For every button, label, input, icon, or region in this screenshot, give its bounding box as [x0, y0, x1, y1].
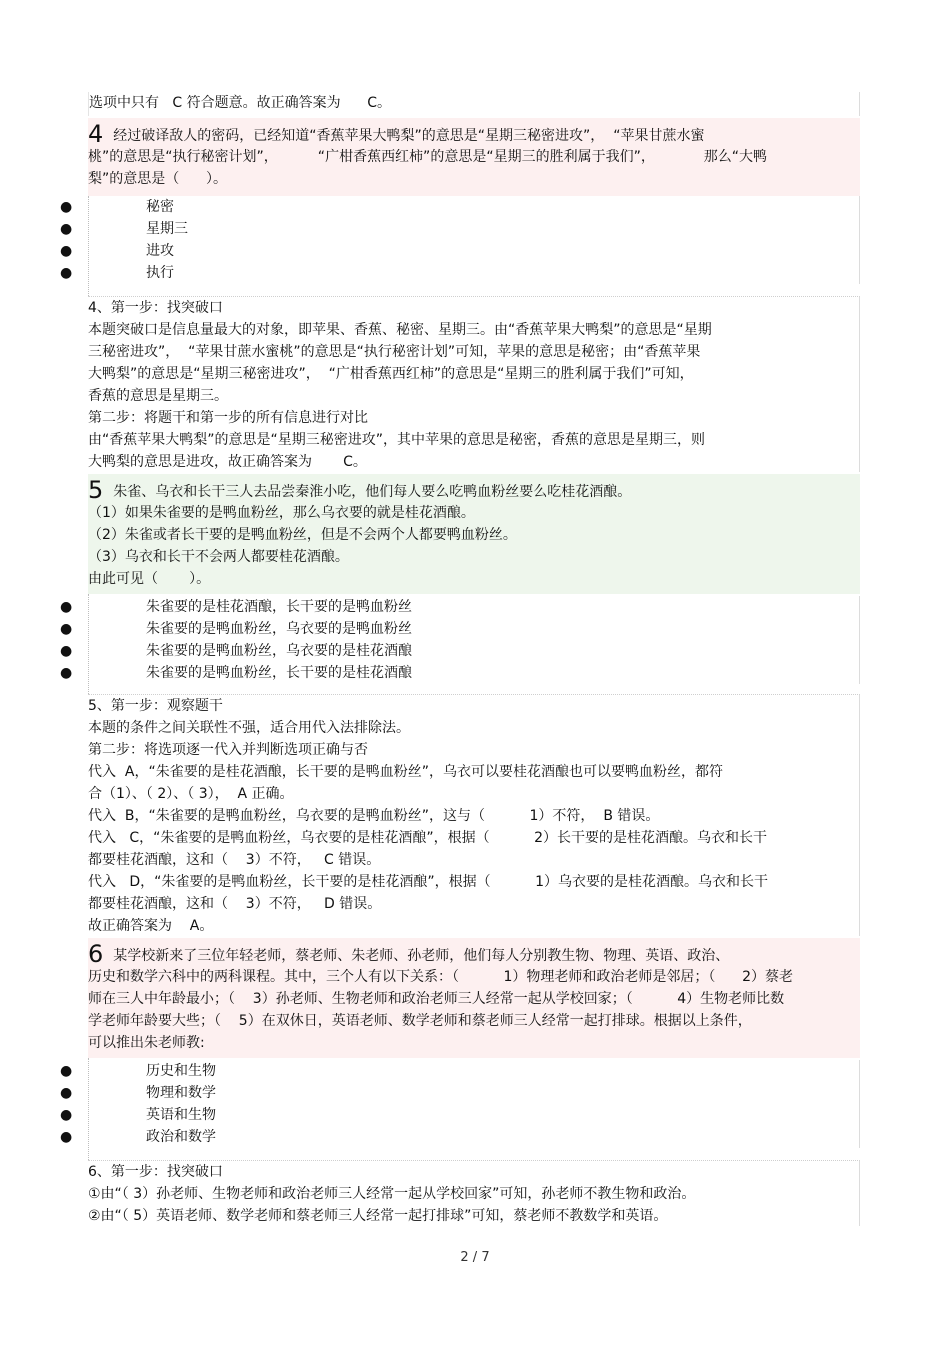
answer-text: 香蕉的意思是星期三。	[88, 388, 228, 404]
option-label: 朱雀要的是鸭血粉丝，乌衣要的是鸭血粉丝	[146, 621, 412, 637]
question-text: 可以推出朱老师教:	[88, 1035, 205, 1051]
answer-text: ①由“（ 3）孙老师、生物老师和政治老师三人经常一起从学校回家”可知，孙老师不教生物和政治。	[88, 1186, 696, 1202]
question-number: 5	[88, 476, 104, 504]
answer-text: 三秘密进攻”， “苹果甘蔗水蜜桃”的意思是“执行秘密计划”可知，苹果的意思是秘密；由“香蕉苹果	[88, 344, 701, 360]
option-item[interactable]	[60, 1104, 859, 1126]
option-item[interactable]	[60, 240, 859, 262]
question-text: 学老师年龄要大些；（ 5）在双休日，英语老师、数学老师和蔡老师三人经常一起打排球。根据以上条件，	[88, 1013, 752, 1029]
bullet-dot-icon: ●	[60, 665, 73, 681]
answer-text: 第二步：将选项逐一代入并判断选项正确与否	[88, 742, 368, 758]
option-item[interactable]	[60, 218, 859, 240]
option-label: 朱雀要的是鸭血粉丝，长干要的是桂花酒酿	[146, 665, 412, 681]
answer-text: 大鸭梨的意思是进攻，故正确答案为 C。	[88, 454, 367, 470]
answer-text: 代入 A，“朱雀要的是桂花酒酿，长干要的是鸭血粉丝”，乌衣可以要桂花酒酿也可以要鸭血粉丝，都符	[88, 764, 723, 780]
question-text: 历史和数学六科中的两科课程。其中，三个人有以下关系：（ 1）物理老师和政治老师是邻居；（ 2）蔡老	[88, 969, 794, 985]
answer-text: 6、第一步：找突破口	[88, 1164, 223, 1180]
answer-text: 代入 D，“朱雀要的是鸭血粉丝，长干要的是桂花酒酿”，根据（ 1）乌衣要的是桂花酒酿。乌衣和长干	[88, 874, 769, 890]
question-number: 4	[88, 120, 104, 148]
bullet-dot-icon: ●	[60, 1107, 73, 1123]
question-text: （1）如果朱雀要的是鸭血粉丝，那么乌衣要的就是桂花酒酿。	[88, 505, 475, 521]
prev-answer-text: 选项中只有 C 符合题意。故正确答案为 C。	[89, 95, 392, 111]
bullet-dot-icon: ●	[60, 199, 73, 215]
option-label: 政治和数学	[146, 1129, 216, 1145]
bullet-dot-icon: ●	[60, 599, 73, 615]
option-item[interactable]	[60, 618, 859, 640]
option-label: 历史和生物	[146, 1063, 216, 1079]
bullet-dot-icon: ●	[60, 621, 73, 637]
answer-text: 5、第一步：观察题干	[88, 698, 223, 714]
option-item[interactable]	[60, 1082, 859, 1104]
option-label: 进攻	[146, 243, 174, 259]
answer-6	[88, 1160, 860, 1226]
option-item[interactable]	[60, 262, 859, 284]
bullet-dot-icon: ●	[60, 643, 73, 659]
question-text: （3）乌衣和长干不会两人都要桂花酒酿。	[88, 549, 349, 565]
answer-text: 4、第一步：找突破口	[88, 300, 223, 316]
answer-text: 由“香蕉苹果大鸭梨”的意思是“星期三秘密进攻”，其中苹果的意思是秘密，香蕉的意思是星期三，则	[88, 432, 706, 448]
bullet-dot-icon: ●	[60, 221, 73, 237]
answer-text: 本题突破口是信息量最大的对象，即苹果、香蕉、秘密、星期三。由“香蕉苹果大鸭梨”的意思是“星期	[88, 322, 712, 338]
answer-text: 本题的条件之间关联性不强，适合用代入法排除法。	[88, 720, 410, 736]
option-item[interactable]	[60, 1126, 859, 1148]
option-label: 英语和生物	[146, 1107, 216, 1123]
answer-text: 大鸭梨”的意思是“星期三秘密进攻”， “广柑香蕉西红柿”的意思是“星期三的胜利属于我们”可知，	[88, 366, 694, 382]
question-text: 经过破译敌人的密码，已经知道“香蕉苹果大鸭梨”的意思是“星期三秘密进攻”， “苹果甘蔗水蜜	[113, 128, 705, 144]
bullet-dot-icon: ●	[60, 243, 73, 259]
page-indicator: 2 / 7	[460, 1250, 490, 1265]
question-4-head	[88, 118, 860, 146]
option-label: 朱雀要的是桂花酒酿，长干要的是鸭血粉丝	[146, 599, 412, 615]
question-text: 朱雀、乌衣和长干三人去品尝秦淮小吃，他们每人要么吃鸭血粉丝要么吃桂花酒酿。	[113, 484, 632, 500]
option-item[interactable]	[60, 1060, 859, 1082]
question-5	[88, 474, 860, 594]
answer-text: 都要桂花酒酿，这和（ 3）不符， C 错误。	[88, 852, 381, 868]
option-item[interactable]	[60, 196, 859, 218]
option-item[interactable]	[60, 640, 859, 662]
question-text: （2）朱雀或者长干要的是鸭血粉丝，但是不会两个人都要鸭血粉丝。	[88, 527, 517, 543]
answer-text: 第二步：将题干和第一步的所有信息进行对比	[88, 410, 368, 426]
bullet-dot-icon: ●	[60, 1085, 73, 1101]
answer-text: 代入 C，“朱雀要的是鸭血粉丝，乌衣要的是桂花酒酿”，根据（ 2）长干要的是桂花酒酿。乌衣和长干	[88, 830, 768, 846]
question-number: 6	[88, 940, 104, 968]
option-label: 朱雀要的是鸭血粉丝，乌衣要的是桂花酒酿	[146, 643, 412, 659]
answer-4	[88, 296, 860, 472]
question-text: 桃”的意思是“执行秘密计划”， “广柑香蕉西红柿”的意思是“星期三的胜利属于我们”， 那么“大鸭	[88, 149, 768, 165]
option-label: 秘密	[146, 199, 174, 215]
question-5-head	[88, 474, 860, 502]
question-text: 由此可见（ ）。	[88, 571, 211, 587]
question-6-options	[60, 1060, 860, 1148]
option-label: 执行	[146, 265, 174, 281]
option-item[interactable]	[60, 596, 859, 618]
answer-5	[88, 694, 860, 936]
answer-text: 故正确答案为 A。	[88, 918, 214, 934]
question-6	[88, 938, 860, 1058]
question-6-head	[88, 938, 860, 966]
answer-text: 合（1）、（ 2）、（ 3）， A 正确。	[88, 786, 294, 802]
question-text: 某学校新来了三位年轻老师，蔡老师、朱老师、孙老师，他们每人分别教生物、物理、英语、政治、	[113, 948, 730, 964]
answer-text: 代入 B，“朱雀要的是鸭血粉丝，乌衣要的是鸭血粉丝”，这与（ 1）不符， B 错误。	[88, 808, 660, 824]
question-text: 师在三人中年龄最小；（ 3）孙老师、生物老师和政治老师三人经常一起从学校回家；（ 4）生物老师比数	[88, 991, 785, 1007]
answer-text: ②由“（ 5）英语老师、数学老师和蔡老师三人经常一起打排球”可知，蔡老师不教数学和英语。	[88, 1208, 668, 1224]
question-4-options	[60, 196, 860, 284]
bullet-dot-icon: ●	[60, 1129, 73, 1145]
prev-answer-tail	[88, 92, 860, 116]
option-label: 物理和数学	[146, 1085, 216, 1101]
option-item[interactable]	[60, 662, 859, 684]
bullet-dot-icon: ●	[60, 265, 73, 281]
bullet-dot-icon: ●	[60, 1063, 73, 1079]
question-5-options	[60, 596, 860, 684]
question-text: 梨”的意思是（ ）。	[88, 171, 227, 187]
answer-text: 都要桂花酒酿，这和（ 3）不符， D 错误。	[88, 896, 382, 912]
option-label: 星期三	[146, 221, 188, 237]
question-4	[88, 118, 860, 196]
